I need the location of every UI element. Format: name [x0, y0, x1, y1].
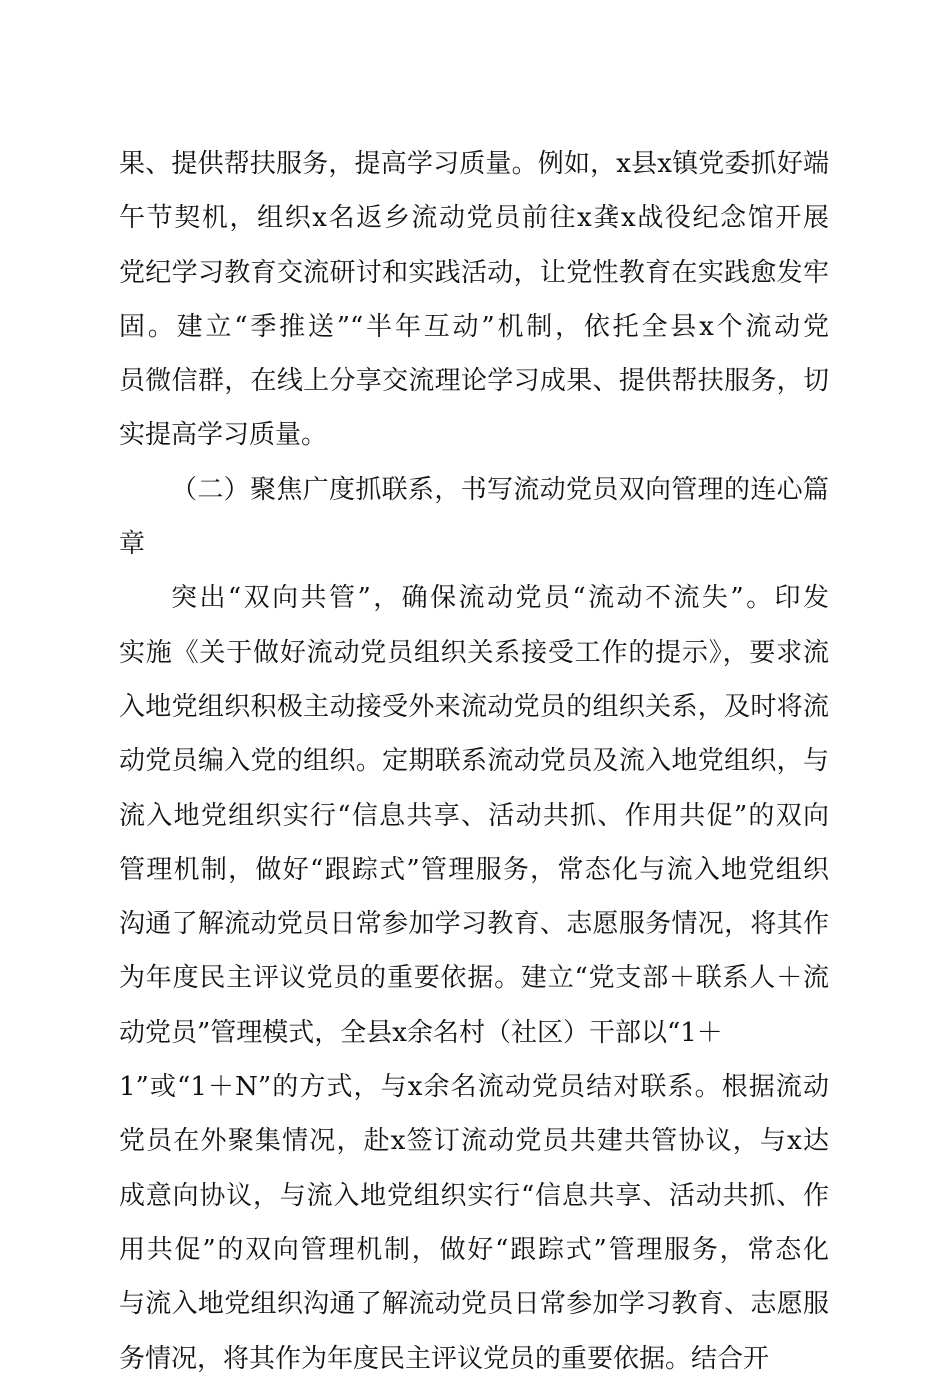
text-line: 流入地党组织实行“信息共享、活动共抓、作用共促”的双向 [119, 800, 829, 831]
text-line: 员微信群，在线上分享交流理论学习成果、提供帮扶服务，切 [119, 366, 829, 397]
text-line: 沟通了解流动党员日常参加学习教育、志愿服务情况，将其作 [119, 909, 829, 940]
text-line: 为年度民主评议党员的重要依据。建立“党支部＋联系人＋流 [119, 963, 829, 994]
text-line: 动党员”管理模式，全县x余名村（社区）干部以“1＋ [119, 1017, 723, 1048]
text-line: 入地党组织积极主动接受外来流动党员的组织关系，及时将流 [119, 691, 829, 722]
text-line: 党纪学习教育交流研讨和实践活动，让党性教育在实践愈发牢 [119, 257, 829, 288]
paragraph-1 [119, 137, 829, 463]
text-line: 党员在外聚集情况，赴x签订流动党员共建共管协议，与x达 [119, 1126, 829, 1157]
text-line: 1”或“1＋N”的方式，与x余名流动党员结对联系。根据流动 [119, 1072, 829, 1103]
heading-line: （二）聚焦广度抓联系，书写流动党员双向管理的连心篇 [171, 474, 829, 505]
text-line: 动党员编入党的组织。定期联系流动党员及流入地党组织，与 [119, 746, 829, 777]
heading-line: 章 [119, 529, 146, 560]
text-line: 务情况，将其作为年度民主评议党员的重要依据。结合开 [119, 1343, 770, 1374]
text-line: 管理机制，做好“跟踪式”管理服务，常态化与流入地党组织 [119, 854, 829, 885]
text-line: 成意向协议，与流入地党组织实行“信息共享、活动共抓、作 [119, 1180, 829, 1211]
text-line: 果、提供帮扶服务，提高学习质量。例如，x县x镇党委抓好端 [119, 149, 829, 179]
text-line: 实施《关于做好流动党员组织关系接受工作的提示》，要求流 [119, 637, 829, 668]
text-line: 用共促”的双向管理机制，做好“跟踪式”管理服务，常态化 [119, 1234, 829, 1265]
text-line: 突出“双向共管”，确保流动党员“流动不流失”。印发 [171, 583, 829, 614]
document-body [119, 137, 829, 1386]
text-line: 与流入地党组织沟通了解流动党员日常参加学习教育、志愿服 [119, 1289, 829, 1320]
text-line: 实提高学习质量。 [119, 420, 328, 451]
text-line: 午节契机，组织x名返乡流动党员前往x龚x战役纪念馆开展 [119, 203, 829, 234]
paragraph-2 [119, 571, 829, 1385]
text-line: 固。建立“季推送”“半年互动”机制，依托全县x个流动党 [119, 311, 829, 342]
section-heading [119, 463, 829, 572]
